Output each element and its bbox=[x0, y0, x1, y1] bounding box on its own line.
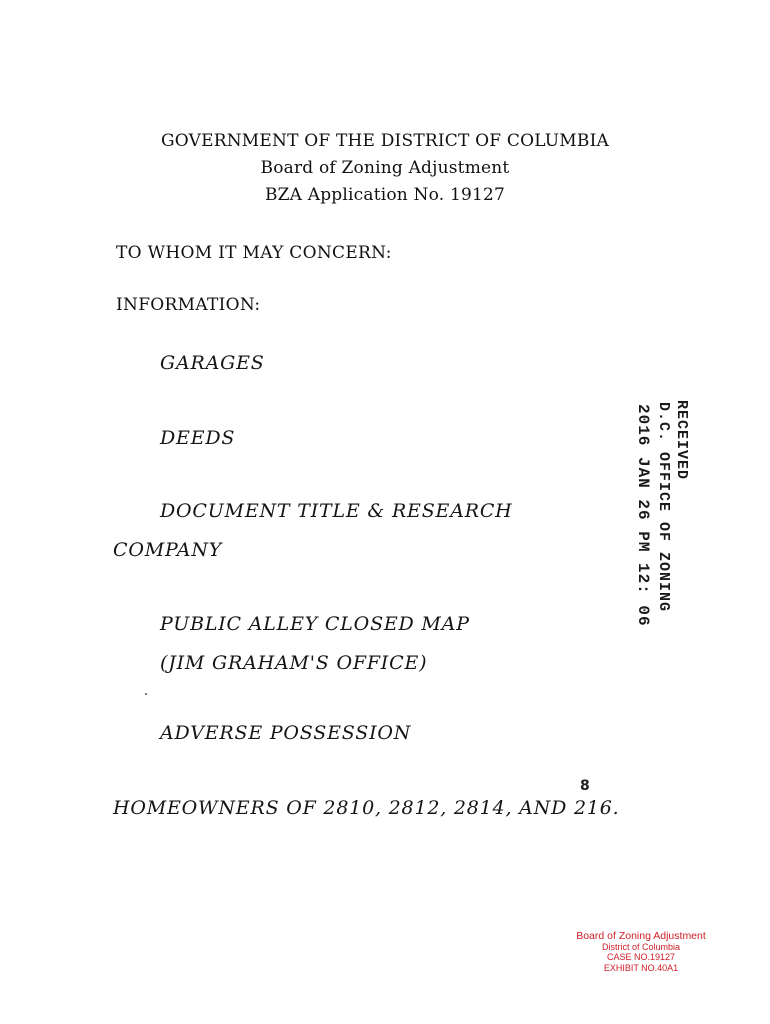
header-government: GOVERNMENT OF THE DISTRICT OF COLUMBIA bbox=[161, 131, 609, 151]
exhibit-board: Board of Zoning Adjustment bbox=[576, 930, 706, 942]
exhibit-label bbox=[566, 930, 716, 973]
header-application-number: BZA Application No. 19127 bbox=[264, 185, 506, 205]
received-stamp bbox=[596, 398, 696, 627]
item-deeds: DEEDS bbox=[160, 427, 236, 449]
information-label: INFORMATION: bbox=[116, 295, 261, 315]
exhibit-number: EXHIBIT NO.40A1 bbox=[603, 962, 679, 973]
exhibit-district: District of Columbia bbox=[601, 942, 681, 953]
item-public-alley-line2: (JIM GRAHAM'S OFFICE) bbox=[160, 652, 428, 674]
stamp-received: RECEIVED bbox=[673, 400, 690, 481]
stamp-office: D.C. OFFICE OF ZONING bbox=[655, 402, 672, 613]
item-homeowners: HOMEOWNERS OF 2810, 2812, 2814, AND 216. bbox=[113, 797, 620, 819]
item-adverse-possession: ADVERSE POSSESSION bbox=[160, 722, 412, 744]
salutation: TO WHOM IT MAY CONCERN: bbox=[116, 243, 392, 263]
item-document-title-line2: COMPANY bbox=[113, 539, 223, 561]
item-document-title-line1: DOCUMENT TITLE & RESEARCH bbox=[160, 500, 513, 522]
stray-dot bbox=[145, 693, 147, 695]
item-garages: GARAGES bbox=[160, 352, 265, 374]
exhibit-case-number: CASE NO.19127 bbox=[606, 952, 676, 963]
stamp-date: 2016 JAN 26 PM 12: 06 bbox=[634, 404, 652, 627]
header-board: Board of Zoning Adjustment bbox=[260, 158, 510, 178]
item-public-alley-line1: PUBLIC ALLEY CLOSED MAP bbox=[160, 613, 470, 635]
handwritten-correction: 8 bbox=[580, 778, 590, 794]
